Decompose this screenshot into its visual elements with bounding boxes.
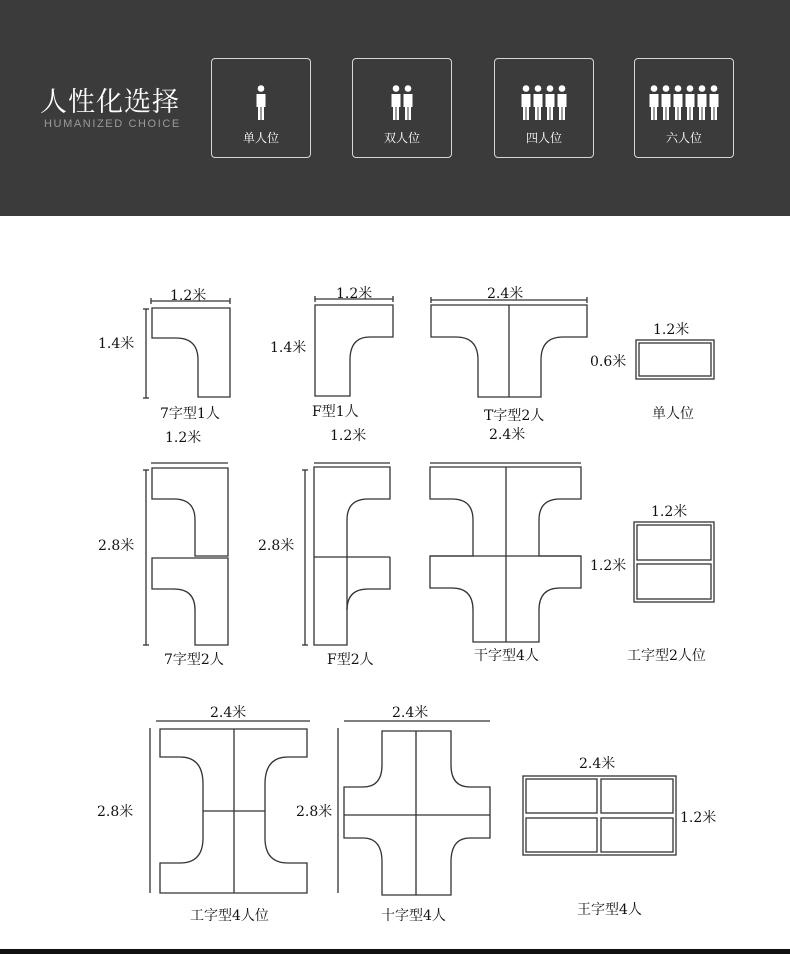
dim-width: 1.2米 [653,322,690,338]
dim-width: 2.4米 [579,756,616,772]
dim-width: 1.2米 [330,428,367,444]
dim-depth: 1.2米 [680,810,717,826]
person-figure [392,85,401,120]
person-figure [674,85,683,120]
desk-l7-2 [143,463,228,645]
layout-name: 干字型4人 [474,648,539,664]
single-person-icon [212,85,310,121]
option-single-seat[interactable] [211,58,311,158]
layout-diagram [0,216,790,950]
desk-single [636,340,714,379]
dim-depth: 2.8米 [296,804,333,820]
dim-width: 1.2米 [336,286,373,302]
option-two-seat[interactable] [352,58,452,158]
person-figure [686,85,695,120]
person-figure [257,85,266,120]
two-people-icon [353,85,451,121]
dim-depth: 2.8米 [97,804,134,820]
desk-gan-4 [430,463,581,642]
layout-name: 单人位 [652,406,694,422]
option-label: 六人位 [665,131,702,145]
person-figure [710,85,719,120]
person-figure [662,85,671,120]
dim-width: 1.2米 [170,288,207,304]
desk-f-2 [302,463,390,645]
dim-depth: 1.4米 [98,336,135,352]
desk-f-1 [315,296,393,396]
layout-name: 7字型2人 [164,652,224,668]
layout-name: F型1人 [312,404,359,420]
desk-cross-4 [338,721,490,895]
person-figure [522,85,531,120]
section-title: 人性化选择 [40,87,180,118]
bottom-bar [0,949,790,954]
dim-width: 2.4米 [487,286,524,302]
desk-t-2 [431,297,587,397]
option-six-seat[interactable] [634,58,734,158]
option-label: 四人位 [525,131,562,145]
layout-name: T字型2人 [484,408,545,424]
layout-name: F型2人 [327,652,374,668]
four-people-icon [495,85,593,121]
desk-gong-4 [150,721,310,893]
person-figure [698,85,707,120]
person-figure [650,85,659,120]
layout-name: 工字型2人位 [627,648,706,664]
section-subtitle: HUMANIZED CHOICE [44,118,181,130]
dim-width: 1.2米 [651,504,688,520]
desk-wang-4 [523,776,676,855]
option-label: 单人位 [242,131,279,145]
dim-depth: 1.4米 [270,340,307,356]
dim-depth: 0.6米 [590,354,627,370]
dim-depth: 2.8米 [258,538,295,554]
person-figure [558,85,567,120]
dim-depth: 1.2米 [590,558,627,574]
layout-name: 工字型4人位 [190,908,269,924]
dim-width: 1.2米 [165,430,202,446]
desk-gong-2 [634,522,714,602]
person-figure [404,85,413,120]
dim-width: 2.4米 [210,705,247,721]
header-banner [0,0,790,216]
desk-l7-1 [143,298,230,398]
layout-name: 王字型4人 [577,902,642,918]
layout-name: 十字型4人 [381,908,446,924]
layout-name: 7字型1人 [160,406,220,422]
dim-width: 2.4米 [392,705,429,721]
dim-width: 2.4米 [489,427,526,443]
option-label: 双人位 [383,131,420,145]
option-four-seat[interactable] [494,58,594,158]
person-figure [546,85,555,120]
six-people-icon [635,85,733,121]
dim-depth: 2.8米 [98,538,135,554]
person-figure [534,85,543,120]
